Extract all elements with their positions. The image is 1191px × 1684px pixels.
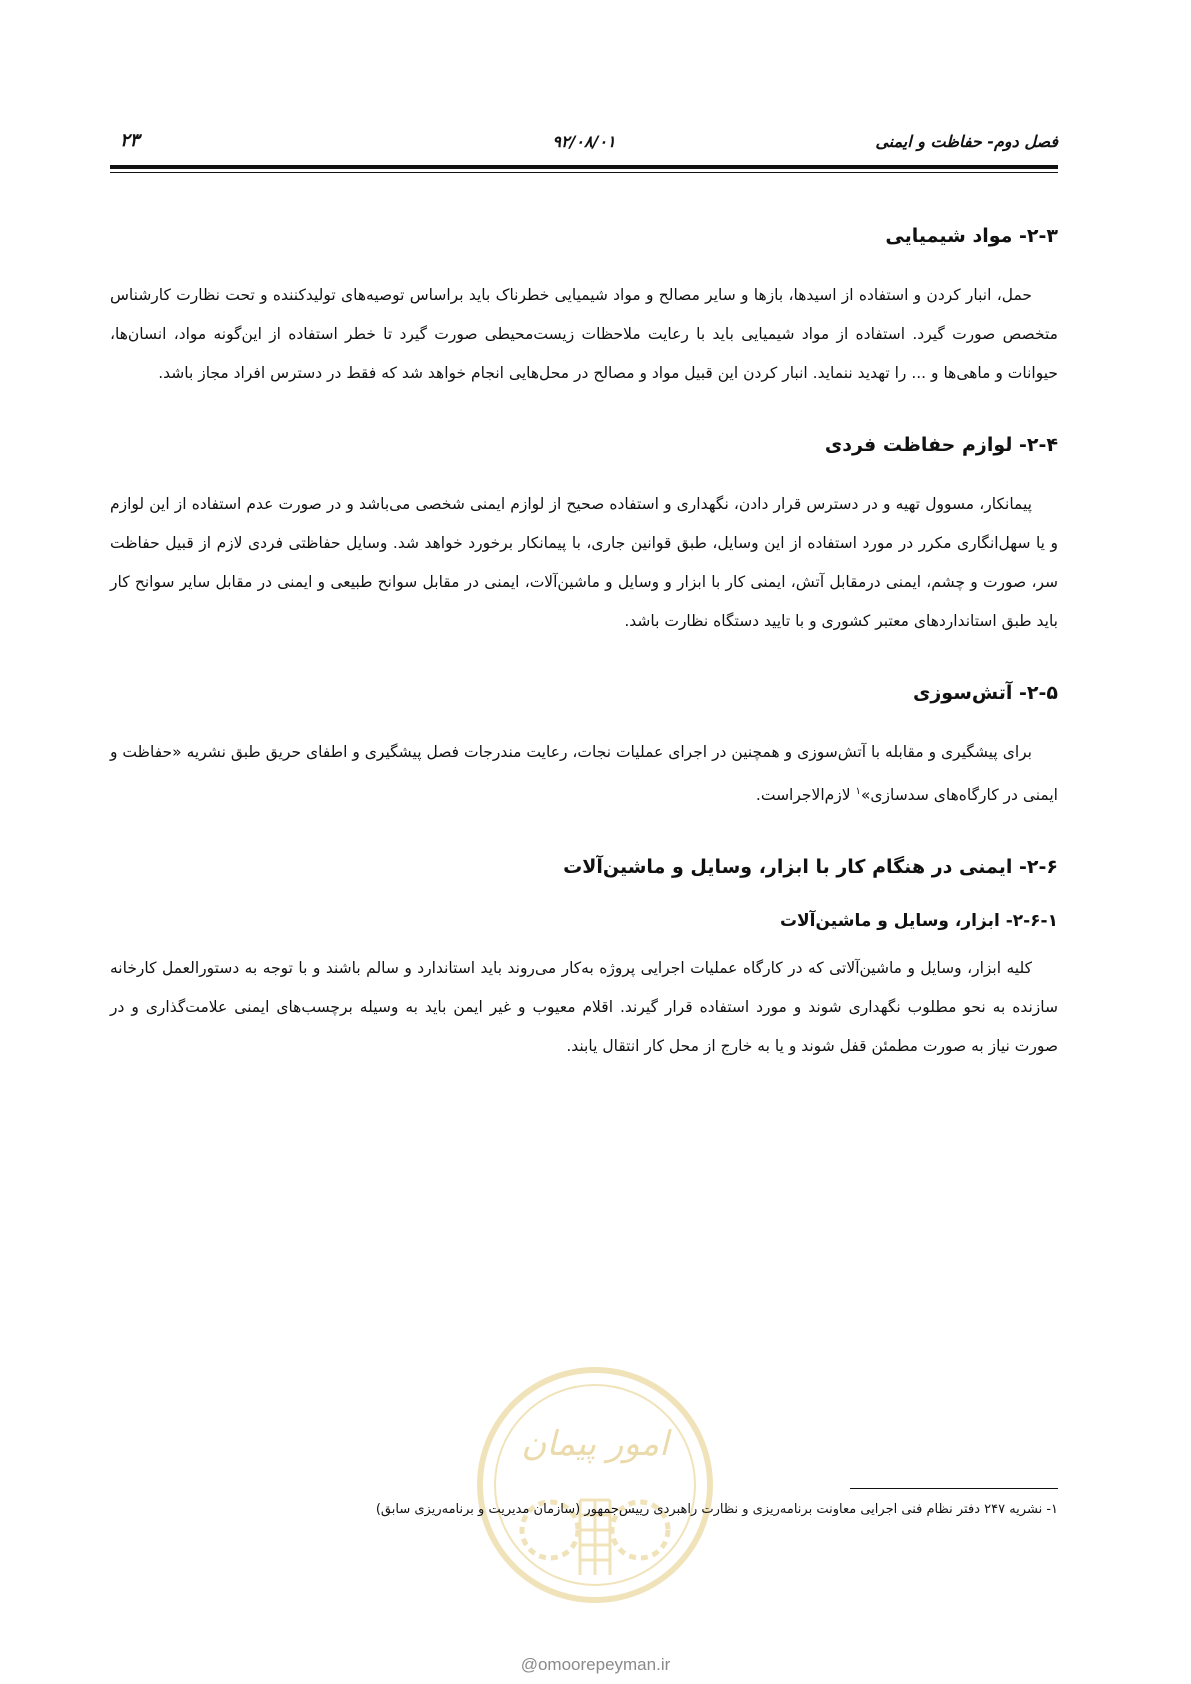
section-heading-tools-safety: ۲-۶- ایمنی در هنگام کار با ابزار، وسایل و ماشین‌آلات <box>563 856 1058 879</box>
section-heading-fire: ۲-۵- آتش‌سوزی <box>912 682 1058 704</box>
header-rule-thick <box>110 165 1058 169</box>
subsection-heading-tools: ۲-۶-۱- ابزار، وسایل و ماشین‌آلات <box>779 911 1058 932</box>
watermark-seal-icon <box>470 1360 720 1620</box>
footnote-reference: ۱ <box>855 786 861 797</box>
section-paragraph-fire <box>110 733 1058 815</box>
page-number: ۲۳ <box>120 130 140 151</box>
fire-paragraph-tail: لازم‌الاجراست. <box>755 786 856 805</box>
fire-paragraph-text: برای پیشگیری و مقابله با آتش‌سوزی و همچنین در اجرای عملیات نجات، رعایت مندرجات فصل پیشگیری و اطفای حریق طبق نشریه «حفاظت و ایمنی در کارگاه‌های سدسازی» <box>110 743 1058 805</box>
section-paragraph-ppe: پیمانکار، مسوول تهیه و در دسترس قرار دادن، نگهداری و استفاده صحیح از لوازم ایمنی شخصی می‌باشد و در صورت عدم استفاده از این لوازم و یا سهل‌انگاری مکرر در مورد استفاده از این وسایل، طبق قوانین جاری، با پیمانکار برخورد خواهد شد. وسایل حفاظتی فردی لازم از قبیل حفاظت سر، صورت و چشم، ایمنی درمقابل آتش، ایمنی کار با ابزار و وسایل و ماشین‌آلات، ایمنی در مقابل سوانح طبیعی و ایمنی در مقابل سایر سوانح کار باید طبق استانداردهای معتبر کشوری و با تایید دستگاه نظارت باشد. <box>110 495 1058 630</box>
subsection-paragraph-tools: کلیه ابزار، وسایل و ماشین‌آلاتی که در کارگاه عملیات اجرایی پروژه به‌کار می‌روند باید استاندارد و سالم باشند و با توجه به دستورالعمل کارخانه سازنده به نحو مطلوب نگهداری شوند و مورد استفاده قرار گیرند. اقلام معیوب و غیر ایمن باید به وسیله برچسب‌های ایمنی علامت‌گذاری و در صورت نیاز به صورت مطمئن قفل شوند و یا به خارج از محل کار انتقال یابند. <box>110 959 1058 1056</box>
watermark-logo-text: امور پیمان <box>521 1424 669 1464</box>
watermark-url: @omoorepeyman.ir <box>520 1655 671 1674</box>
main-content <box>110 200 1058 1100</box>
section-heading-ppe: ۲-۴- لوازم حفاظت فردی <box>824 434 1058 456</box>
header-date: ۹۲/۰۸/۰۱ <box>552 132 616 151</box>
page-header <box>110 128 1058 158</box>
section-heading-chemicals: ۲-۳- مواد شیمیایی <box>885 225 1058 247</box>
footnote-rule <box>850 1488 1058 1489</box>
section-paragraph-chemicals: حمل، انبار کردن و استفاده از اسیدها، بازها و سایر مصالح و مواد شیمیایی خطرناک باید براساس توصیه‌های تولیدکننده و تحت نظارت کارشناس متخصص صورت گیرد. استفاده از مواد شیمیایی باید با رعایت ملاحظات زیست‌محیطی صورت گیرد تا خطر استفاده از این‌گونه مواد، انسان‌ها، حیوانات و ماهی‌ها و ... را تهدید ننماید. انبار کردن این قبیل مواد و مصالح در محل‌هایی انجام خواهد شد که فقط در دسترس افراد مجاز باشد. <box>110 286 1058 382</box>
footnote: ۱- نشریه ۲۴۷ دفتر نظام فنی اجرایی معاونت برنامه‌ریزی و نظارت راهبردی رییس‌جمهور (سازمان مدیریت و برنامه‌ریزی سابق) <box>375 1502 1058 1517</box>
header-rule-thin <box>110 172 1058 173</box>
chapter-title: فصل دوم- حفاظت و ایمنی <box>875 132 1058 151</box>
